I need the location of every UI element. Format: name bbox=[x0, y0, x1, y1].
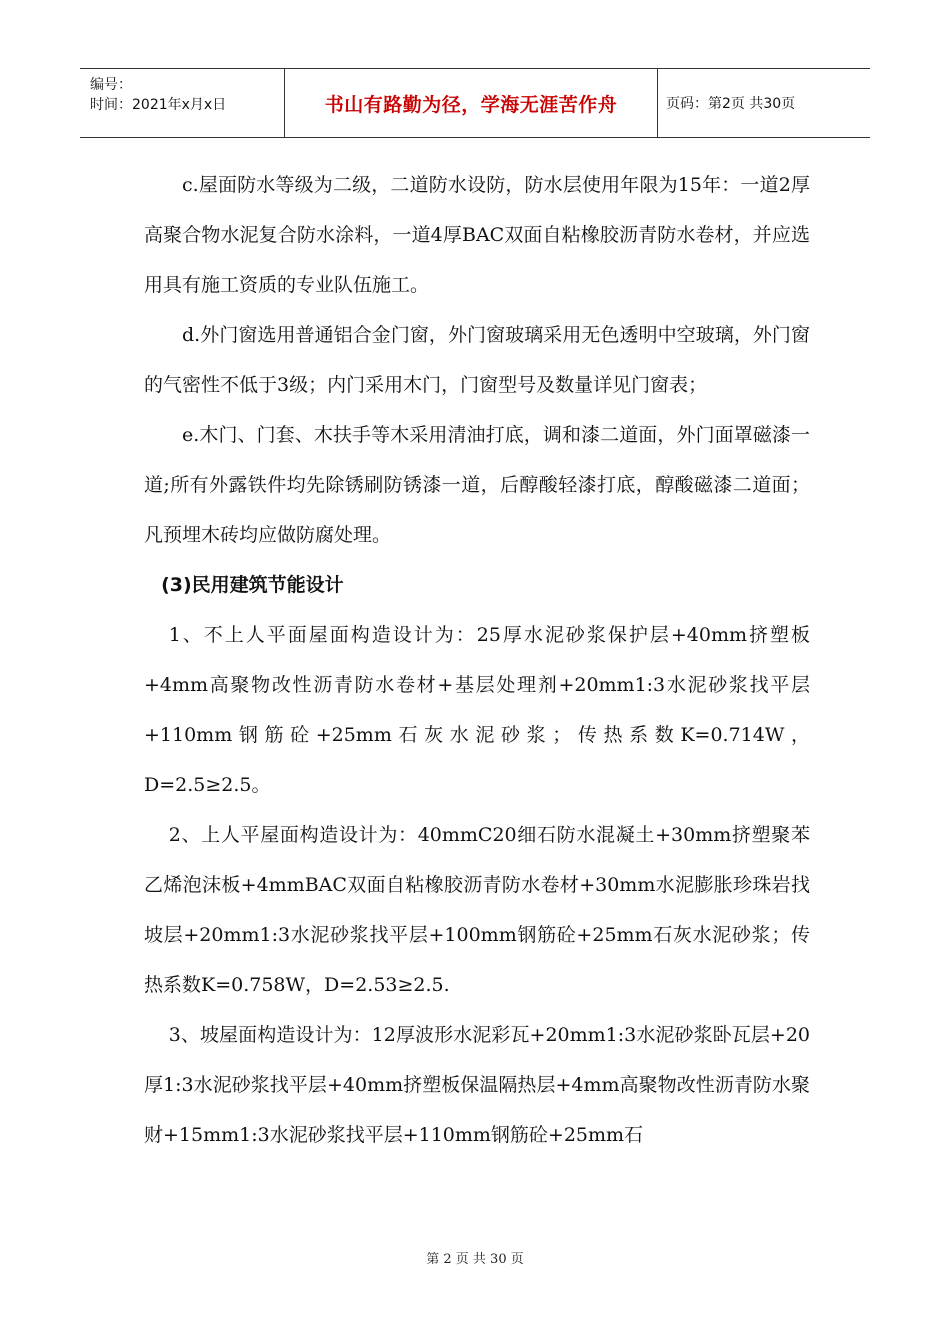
item-3: 3、坡屋面构造设计为：12厚波形水泥彩瓦+20mm1:3水泥砂浆卧瓦层+20厚1:3水泥砂浆找平层+40mm挤塑板保温隔热层+4mm高聚物改性沥青防水聚财+15mm1:3水泥砂浆找平层+110mm钢筋砼+25mm石 bbox=[144, 1024, 810, 1146]
paragraph-e: e.木门、门套、木扶手等木采用清油打底，调和漆二道面，外门面罩磁漆一道;所有外露铁件均先除锈刷防锈漆一道，后醇酸轻漆打底，醇酸磁漆二道面；凡预埋木砖均应做防腐处理。 bbox=[144, 424, 810, 546]
date-label: 时间：2021年x月x日 bbox=[90, 97, 227, 113]
document-header bbox=[80, 68, 870, 138]
header-page-cell bbox=[658, 69, 870, 137]
paragraph-c: c.屋面防水等级为二级，二道防水设防，防水层使用年限为15年：一道2厚高聚合物水泥复合防水涂料，一道4厚BAC双面自粘橡胶沥青防水卷材，并应选用具有施工资质的专业队伍施工。 bbox=[144, 174, 810, 296]
number-label: 编号： bbox=[90, 77, 132, 93]
item-2: 2、上人平屋面构造设计为：40mmC20细石防水混凝土+30mm挤塑聚苯乙烯泡沫板+4mmBAC双面自粘橡胶沥青防水卷材+30mm水泥膨胀珍珠岩找坡层+20mm1:3水泥砂浆找平层+100mm钢筋砼+25mm石灰水泥砂浆；传热系数K=0.758W，D=2.53≥2.5. bbox=[144, 824, 810, 996]
motto-text: 书山有路勤为径，学海无涯苦作舟 bbox=[324, 93, 618, 116]
document-body bbox=[144, 160, 810, 1160]
header-meta-cell bbox=[80, 69, 285, 137]
paragraph-d: d.外门窗选用普通铝合金门窗，外门窗玻璃采用无色透明中空玻璃，外门窗的气密性不低于3级；内门采用木门，门窗型号及数量详见门窗表； bbox=[144, 324, 810, 396]
page-footer: 第 2 页 共 30 页 bbox=[426, 1252, 524, 1267]
item-1: 1、不上人平面屋面构造设计为：25厚水泥砂浆保护层+40mm挤塑板+4mm高聚物改性沥青防水卷材+基层处理剂+20mm1:3水泥砂浆找平层+110mm钢筋砼+25mm石灰水泥砂浆；传热系数K=0.714W，D=2.5≥2.5。 bbox=[144, 624, 810, 796]
header-motto-cell bbox=[285, 69, 658, 137]
section-heading: (3)民用建筑节能设计 bbox=[161, 574, 344, 596]
page-info: 页码：第2页 共30页 bbox=[666, 96, 796, 112]
